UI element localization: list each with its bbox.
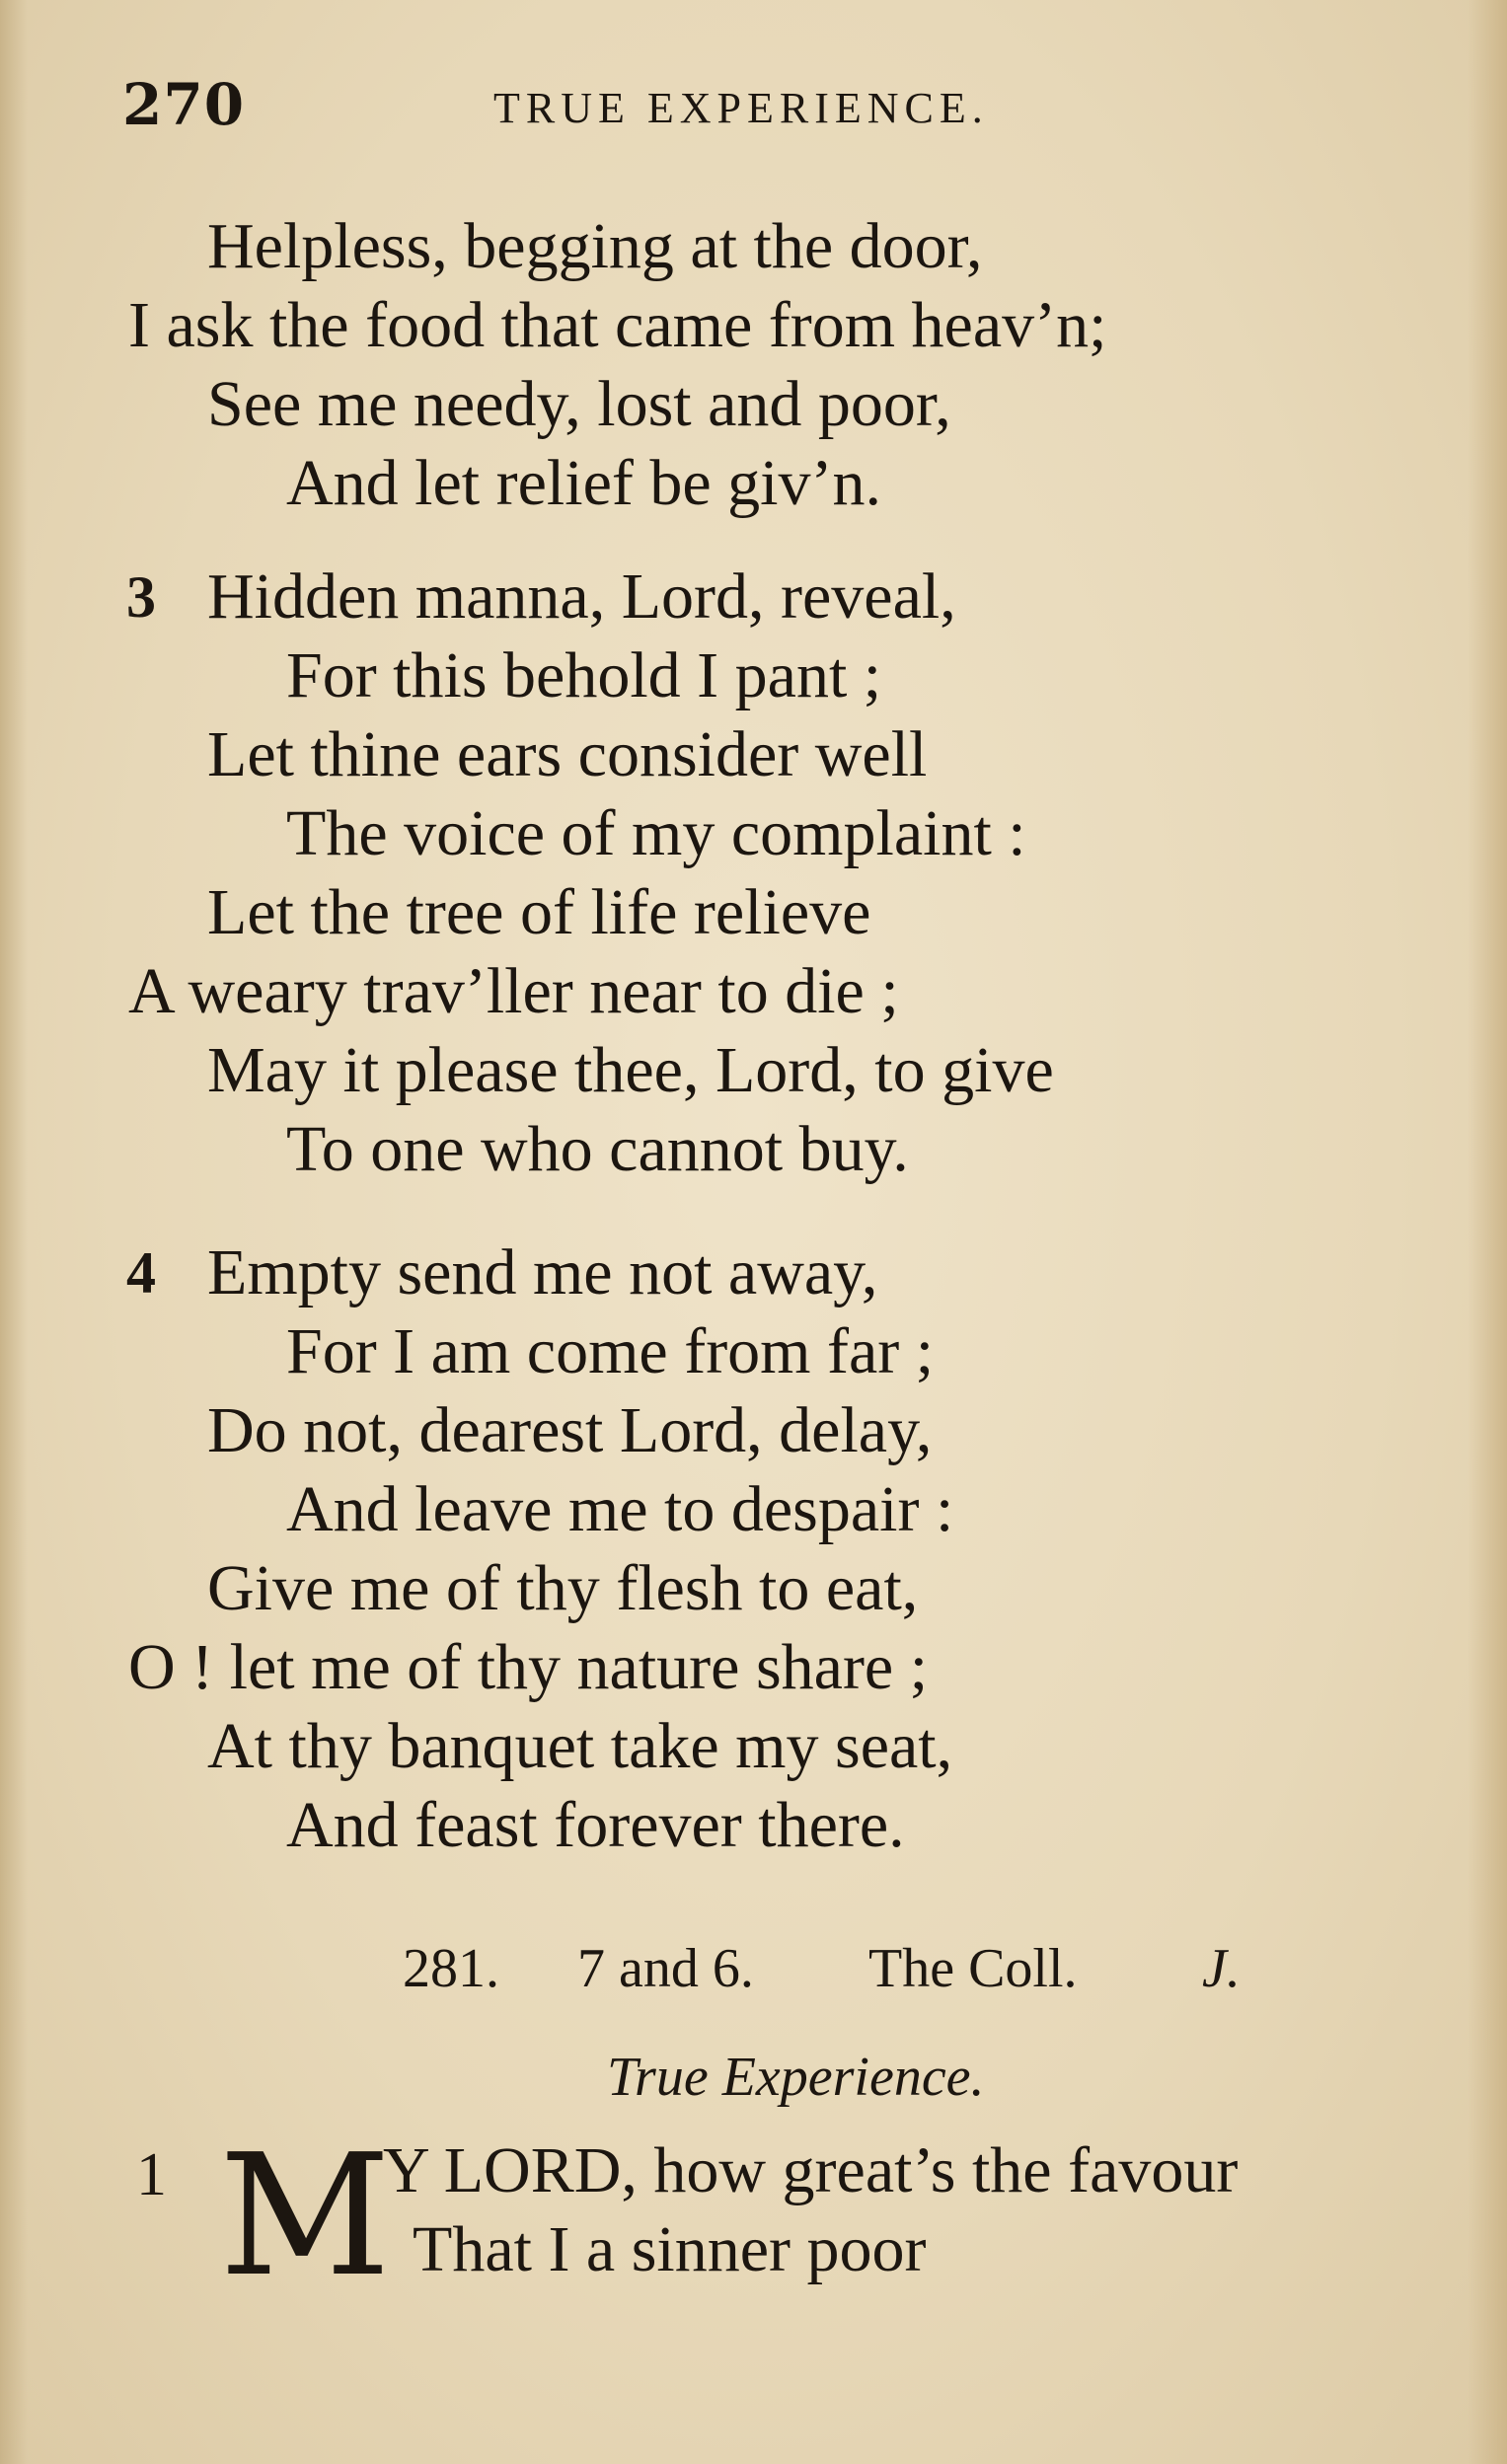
verse-line: Do not, dearest Lord, delay, bbox=[207, 1394, 933, 1466]
stanza-continued bbox=[0, 207, 1507, 523]
verse-line: And feast forever there. bbox=[286, 1789, 905, 1861]
verse-line: O ! let me of thy nature share ; bbox=[128, 1631, 929, 1703]
verse-line: For I am come from far ; bbox=[286, 1315, 935, 1387]
verse-line: Y LORD, how great’s the favour bbox=[383, 2134, 1239, 2206]
verse-line: Let the tree of life relieve bbox=[207, 876, 871, 948]
page-number: 270 bbox=[122, 71, 246, 138]
verse-line: Let thine ears consider well bbox=[207, 718, 928, 790]
hymn-heading bbox=[0, 1929, 1507, 2008]
stanza-3 bbox=[0, 558, 1507, 1189]
hymn-number: 281. bbox=[403, 1938, 499, 1999]
verse-line: 4 Empty send me not away, bbox=[0, 1233, 1507, 1312]
hymn-first-stanza bbox=[0, 2119, 1507, 2314]
verse-line: May it please thee, Lord, to give bbox=[207, 1034, 1054, 1106]
verse-line: I ask the food that came from heav’n; bbox=[128, 289, 1107, 361]
hymn-tune: The Coll. bbox=[868, 1938, 1078, 1999]
verse-line: To one who cannot buy. bbox=[286, 1113, 909, 1185]
page-header bbox=[0, 71, 1507, 150]
verse-line: A weary trav’ller near to die ; bbox=[128, 955, 899, 1027]
verse-line: 3 Hidden manna, Lord, reveal, bbox=[0, 558, 1507, 636]
verse-line: For this behold I pant ; bbox=[286, 639, 882, 711]
running-head: TRUE EXPERIENCE. bbox=[493, 84, 989, 132]
verse-line: And let relief be giv’n. bbox=[286, 447, 881, 519]
verse-line: The voice of my complaint : bbox=[286, 797, 1026, 869]
stanza-4 bbox=[0, 1233, 1507, 1865]
verse-number: 3 bbox=[126, 564, 156, 630]
verse-line: And leave me to despair : bbox=[286, 1473, 954, 1545]
verse-line: Helpless, begging at the door, bbox=[207, 210, 983, 282]
verse-line: Give me of thy flesh to eat, bbox=[207, 1552, 919, 1624]
hymn-author: J. bbox=[1202, 1938, 1241, 1999]
drop-cap: M bbox=[219, 2119, 392, 2314]
verse-line: That I a sinner poor bbox=[413, 2213, 927, 2285]
verse-line: See me needy, lost and poor, bbox=[207, 368, 951, 440]
hymn-title: True Experience. bbox=[607, 2047, 985, 2108]
verse-number: 1 bbox=[136, 2141, 167, 2208]
hymn-measure: 7 and 6. bbox=[577, 1938, 754, 1999]
verse-line: At thy banquet take my seat, bbox=[207, 1710, 953, 1782]
verse-number: 4 bbox=[126, 1240, 156, 1306]
